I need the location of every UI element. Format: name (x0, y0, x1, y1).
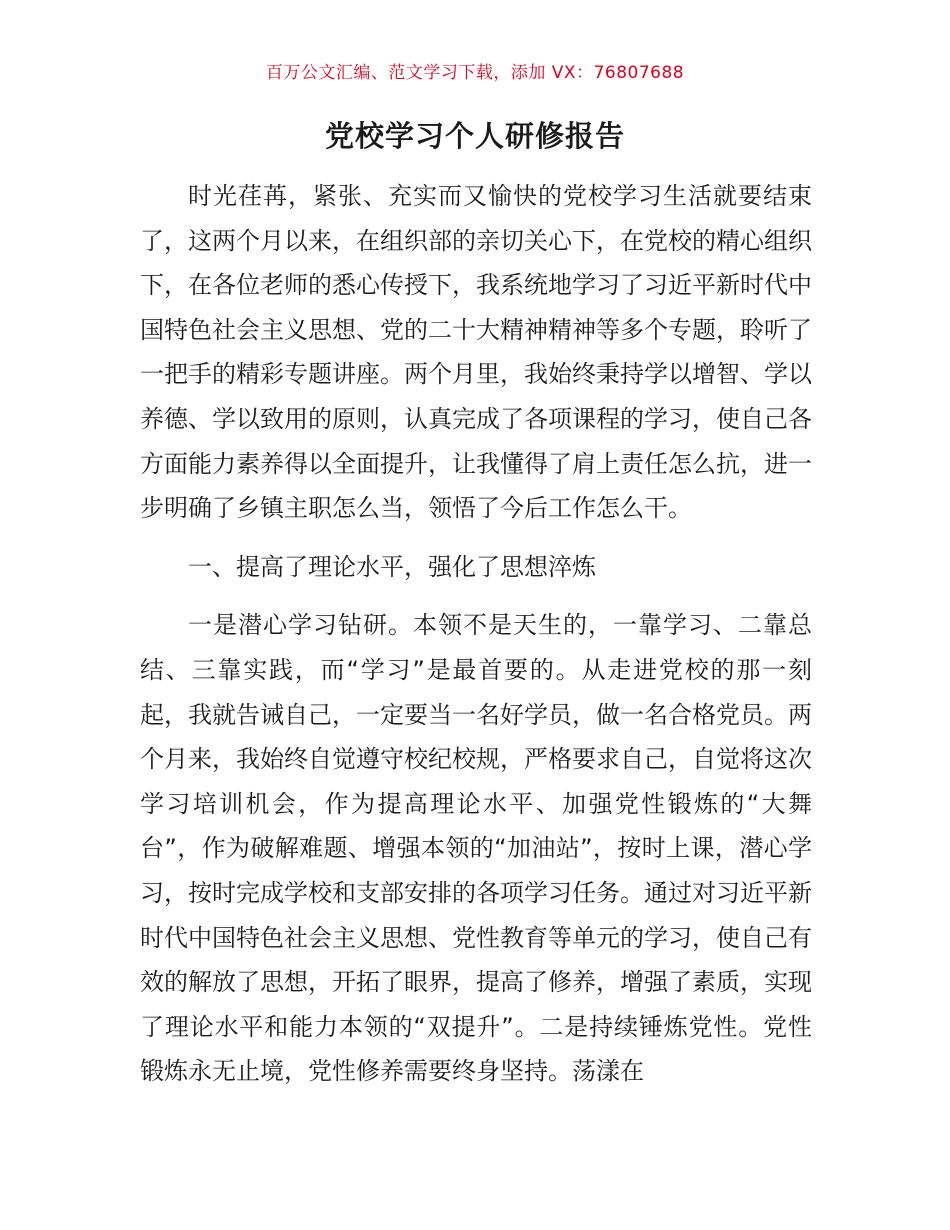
watermark-banner: 百万公文汇编、范文学习下载，添加 VX：76807688 (265, 63, 685, 83)
section-1-paragraph: 一是潜心学习钻研。本领不是天生的，一靠学习、二靠总结、三靠实践，而“学习”是最首要的。从走进党校的那一刻起，我就告诫自己，一定要当一名好学员，做一名合格党员。两个月来，我始终自觉遵守校纪校规，严格要求自己，自觉将这次学习培训机会，作为提高理论水平、加强党性锻炼的“大舞台”，作为破解难题、增强本领的“加油站”，按时上课，潜心学习，按时完成学校和支部安排的各项学习任务。通过对习近平新时代中国特色社会主义思想、党性教育等单元的学习，使自己有效的解放了思想，开拓了眼界，提高了修养，增强了素质，实现了理论水平和能力本领的“双提升”。二是持续锤炼党性。党性锻炼永无止境，党性修养需要终身坚持。荡漾在 (140, 611, 812, 1086)
document-title: 党校学习个人研修报告 (324, 119, 625, 153)
section-heading-1: 一、提高了理论水平，强化了思想淬炼 (188, 552, 596, 581)
document-body (140, 174, 812, 1094)
intro-paragraph: 时光荏苒，紧张、充实而又愉快的党校学习生活就要结束了，这两个月以来，在组织部的亲切关心下，在党校的精心组织下，在各位老师的悉心传授下，我系统地学习了习近平新时代中国特色社会主义思想、党的二十大精神精神等多个专题，聆听了一把手的精彩专题讲座。两个月里，我始终秉持学以增智、学以养德、学以致用的原则，认真完成了各项课程的学习，使自己各方面能力素养得以全面提升，让我懂得了肩上责任怎么抗，进一步明确了乡镇主职怎么当，领悟了今后工作怎么干。 (140, 182, 812, 523)
